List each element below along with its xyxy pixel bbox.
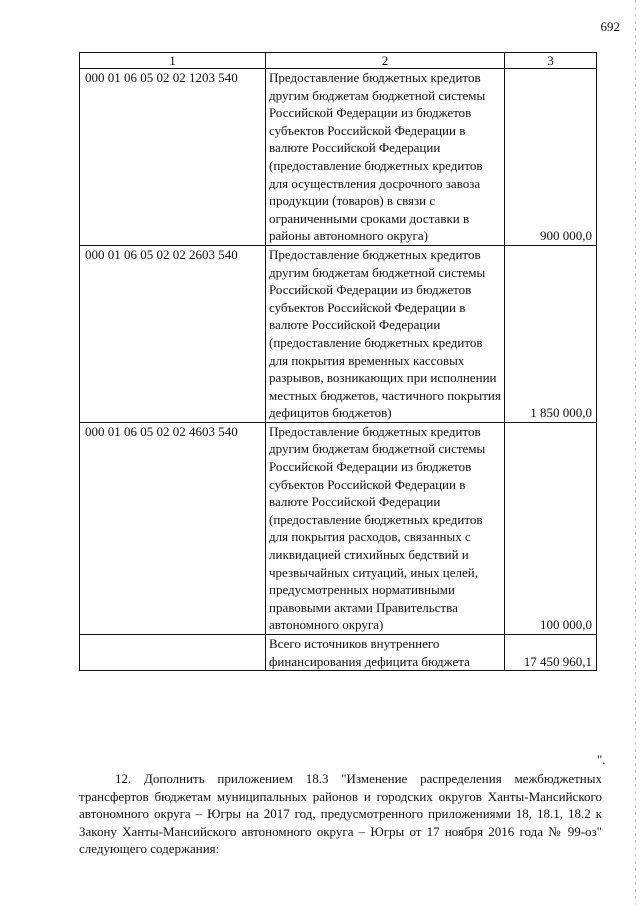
total-description-cell: Всего источников внутреннего финансирования дефицита бюджета [266,635,505,671]
budget-code-cell: 000 01 06 05 02 02 4603 540 [80,422,266,634]
budget-code-cell: 000 01 06 05 02 02 1203 540 [80,69,266,246]
closing-quote: ". [597,752,606,767]
table-row [80,245,597,422]
body-paragraph: 12. Дополнить приложением 18.3 "Изменение распределения межбюджетных трансфертов бюджетам муниципальных районов и городских округов Ханты-Мансийского автономного округа – Югры на 2017 год, предусмотренного приложениями 18, 18.1, 18.2 к Закону Ханты-Мансийского автономного округа – Югры от 17 ноября 2016 года № 99-оз" следующего содержания: [79,771,602,856]
table-total-row [80,635,597,671]
scan-edge-mark [635,0,636,905]
total-code-cell [80,635,266,671]
description-cell: Предоставление бюджетных кредитов другим бюджетам бюджетной системы Российской Федерации из бюджетов субъектов Российской Федерации в валюте Российской Федерации (предоставление бюджетных кредитов для покрытия расходов, связанных с ликвидацией стихийных бедствий и чрезвычайных ситуаций, иных целей, предусмотренных нормативными правовыми актами Правительства автономного округа) [266,422,505,634]
page-number: 692 [600,19,620,34]
amount-cell: 1 850 000,0 [505,245,597,422]
budget-code-cell: 000 01 06 05 02 02 2603 540 [80,245,266,422]
table-header-row [80,53,597,69]
column-header-2: 2 [266,53,505,69]
description-cell: Предоставление бюджетных кредитов другим бюджетам бюджетной системы Российской Федерации из бюджетов субъектов Российской Федерации в валюте Российской Федерации (предоставление бюджетных кредитов для покрытия временных кассовых разрывов, возникающих при исполнении местных бюджетов, частичного покрытия дефицитов бюджетов) [266,245,505,422]
table-row [80,422,597,634]
column-header-1: 1 [80,53,266,69]
sources-table [79,52,597,671]
column-header-3: 3 [505,53,597,69]
amount-cell: 100 000,0 [505,422,597,634]
amount-cell: 900 000,0 [505,69,597,246]
total-amount-cell: 17 450 960,1 [505,635,597,671]
description-cell: Предоставление бюджетных кредитов другим бюджетам бюджетной системы Российской Федерации из бюджетов субъектов Российской Федерации в валюте Российской Федерации (предоставление бюджетных кредитов для осуществления досрочного завоза продукции (товаров) в связи с ограниченными сроками доставки в районы автономного округа) [266,69,505,246]
table-row [80,69,597,246]
